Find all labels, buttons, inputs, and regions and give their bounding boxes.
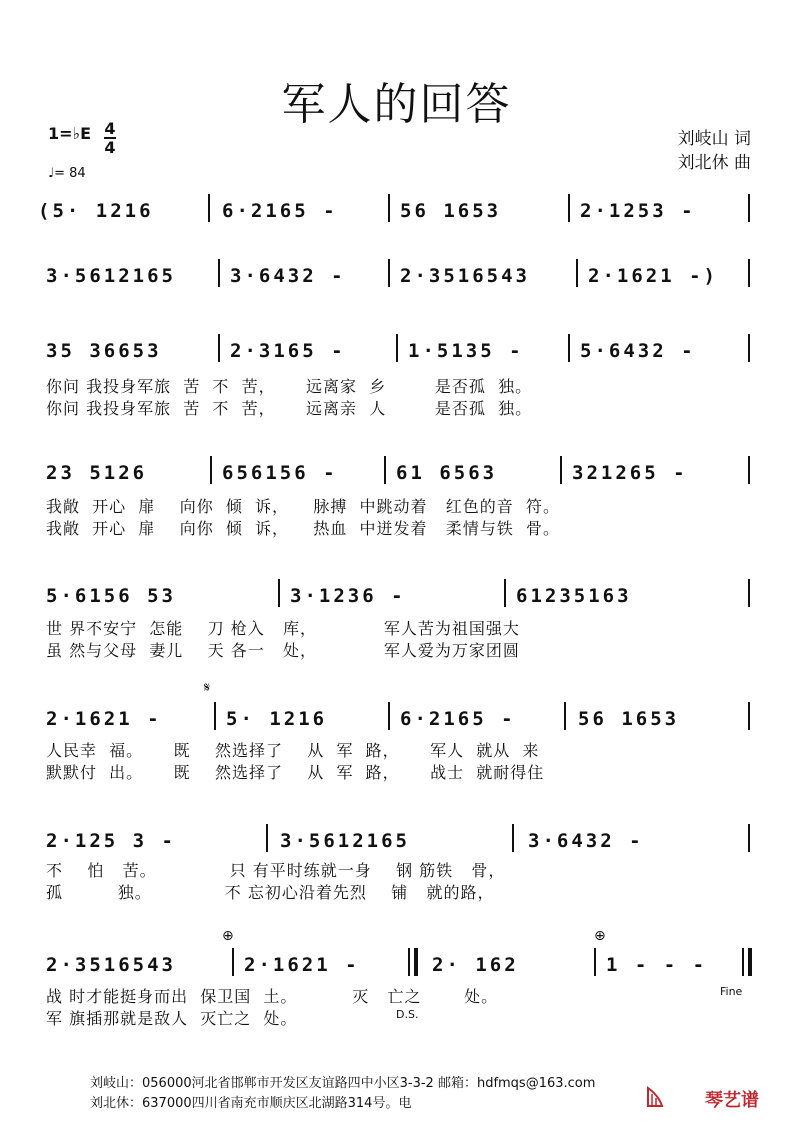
barline <box>218 259 220 287</box>
measure: 2·1621 -) <box>588 265 718 287</box>
barline <box>748 824 750 852</box>
barline <box>232 948 234 976</box>
score-row-3 <box>38 330 758 370</box>
measure: 656156 - <box>222 462 338 484</box>
measure: 2·1621 - <box>46 708 162 730</box>
score-row-7 <box>38 820 758 860</box>
score-row-4 <box>38 452 758 492</box>
time-sig-bottom: 4 <box>104 138 116 157</box>
measure: 61 6563 <box>396 462 498 484</box>
lyrics-verse-1: 世 界不安宁 怎能 刀 枪入 库， 军人苦为祖国强大 <box>46 619 520 638</box>
measure: 2· 162 <box>432 954 519 976</box>
measure: 5· 1216 <box>226 708 328 730</box>
repeat-barline <box>414 948 418 976</box>
lyrics-verse-2: 虽 然与父母 妻儿 天 各一 处， 军人爱为万家团圆 <box>46 641 520 660</box>
barline <box>266 824 268 852</box>
barline <box>576 259 578 287</box>
lyricist-credit: 刘岐山 词 <box>677 129 751 149</box>
barline <box>748 259 750 287</box>
measure: (5· 1216 <box>38 200 154 222</box>
barline <box>388 259 390 287</box>
measure: 3·5612165 <box>280 830 410 852</box>
barline <box>388 702 390 730</box>
barline <box>748 579 750 607</box>
measure: 61235163 <box>516 585 632 607</box>
lyrics-verse-2: 我敞 开心 扉 向你 倾 诉， 热血 中迸发着 柔情与铁 骨。 <box>46 519 560 538</box>
score-row-2 <box>38 255 758 295</box>
measure: 3·6432 - <box>230 265 346 287</box>
barline <box>560 456 562 484</box>
coda-icon: ⊕ <box>594 928 606 944</box>
time-signature <box>104 120 116 156</box>
lyrics-verse-1: 我敞 开心 扉 向你 倾 诉， 脉搏 中跳动着 红色的音 符。 <box>46 497 560 516</box>
barline <box>208 194 210 222</box>
measure: 2·3165 - <box>230 340 346 362</box>
lyrics-verse-2: 你问 我投身军旅 苦 不 苦， 远离亲 人 是否孤 独。 <box>46 399 533 418</box>
barline <box>388 194 390 222</box>
score-row-6 <box>38 698 758 738</box>
segno-icon: 𝄋 <box>204 680 211 696</box>
barline <box>748 702 750 730</box>
barline <box>278 579 280 607</box>
measure: 5·6156 53 <box>46 585 176 607</box>
barline <box>748 334 750 362</box>
lyrics-verse-1: 不 怕 苦。 只 有平时练就一身 钢 筋铁 骨， <box>46 861 506 880</box>
score-row-5 <box>38 575 758 615</box>
measure: 5·6432 - <box>580 340 696 362</box>
lyrics-verse-2: 孤 独。 不 忘初心沿着先烈 铺 就的路， <box>46 883 495 902</box>
lyrics-verse-2: 默默付 出。 既 然选择了 从 军 路， 战士 就耐得住 <box>46 763 545 782</box>
measure: 1 - - - <box>606 954 708 976</box>
barline <box>218 334 220 362</box>
barline <box>748 194 750 222</box>
measure: 2·125 3 - <box>46 830 176 852</box>
lyrics-verse-1: 战 时才能挺身而出 保卫国 土。 灭 亡之 处。 <box>46 987 499 1006</box>
measure: 2·1621 - <box>244 954 360 976</box>
harp-logo-icon <box>645 1086 665 1108</box>
measure: 3·1236 - <box>290 585 406 607</box>
repeat-barline <box>408 948 410 976</box>
final-barline <box>748 948 752 976</box>
lyrics-verse-1: 你问 我投身军旅 苦 不 苦， 远离家 乡 是否孤 独。 <box>46 377 533 396</box>
score-row-1 <box>38 190 758 230</box>
key-signature: 1=♭E <box>48 124 92 143</box>
measure: 56 1653 <box>578 708 680 730</box>
barline <box>564 702 566 730</box>
brand-name[interactable]: 琴艺谱 <box>705 1090 759 1111</box>
page-title: 军人的回答 <box>281 79 512 130</box>
barline <box>568 194 570 222</box>
final-barline <box>742 948 744 976</box>
lyrics-verse-1: 人民幸 福。 既 然选择了 从 军 路， 军人 就从 来 <box>46 741 540 760</box>
measure: 2·3516543 <box>400 265 530 287</box>
fine-mark: Fine <box>720 985 743 998</box>
measure: 23 5126 <box>46 462 148 484</box>
time-sig-top: 4 <box>104 119 116 138</box>
measure: 2·1253 - <box>580 200 696 222</box>
tempo-mark: ♩= 84 <box>48 166 86 181</box>
barline <box>594 948 596 976</box>
barline <box>568 334 570 362</box>
ds-mark: D.S. <box>396 1008 419 1021</box>
measure: 3·6432 - <box>528 830 644 852</box>
lyrics-verse-2: 军 旗插那就是敌人 灭亡之 处。 <box>46 1009 298 1028</box>
score-row-8 <box>38 944 758 984</box>
barline <box>512 824 514 852</box>
measure: 56 1653 <box>400 200 502 222</box>
coda-icon: ⊕ <box>222 928 234 944</box>
measure: 1·5135 - <box>408 340 524 362</box>
measure: 6·2165 - <box>222 200 338 222</box>
measure: 35 36653 <box>46 340 162 362</box>
barline <box>504 579 506 607</box>
barline <box>396 334 398 362</box>
barline <box>384 456 386 484</box>
measure: 2·3516543 <box>46 954 176 976</box>
barline <box>748 456 750 484</box>
composer-credit: 刘北休 曲 <box>677 153 751 173</box>
barline <box>214 702 216 730</box>
barline <box>210 456 212 484</box>
measure: 6·2165 - <box>400 708 516 730</box>
contact-line-2: 刘北休：637000四川省南充市顺庆区北湖路314号。电 <box>90 1096 412 1111</box>
measure: 321265 - <box>572 462 688 484</box>
contact-line-1: 刘岐山：056000河北省邯郸市开发区友谊路四中小区3-3-2 邮箱：hdfmqs@163.com <box>90 1076 596 1091</box>
measure: 3·5612165 <box>46 265 176 287</box>
